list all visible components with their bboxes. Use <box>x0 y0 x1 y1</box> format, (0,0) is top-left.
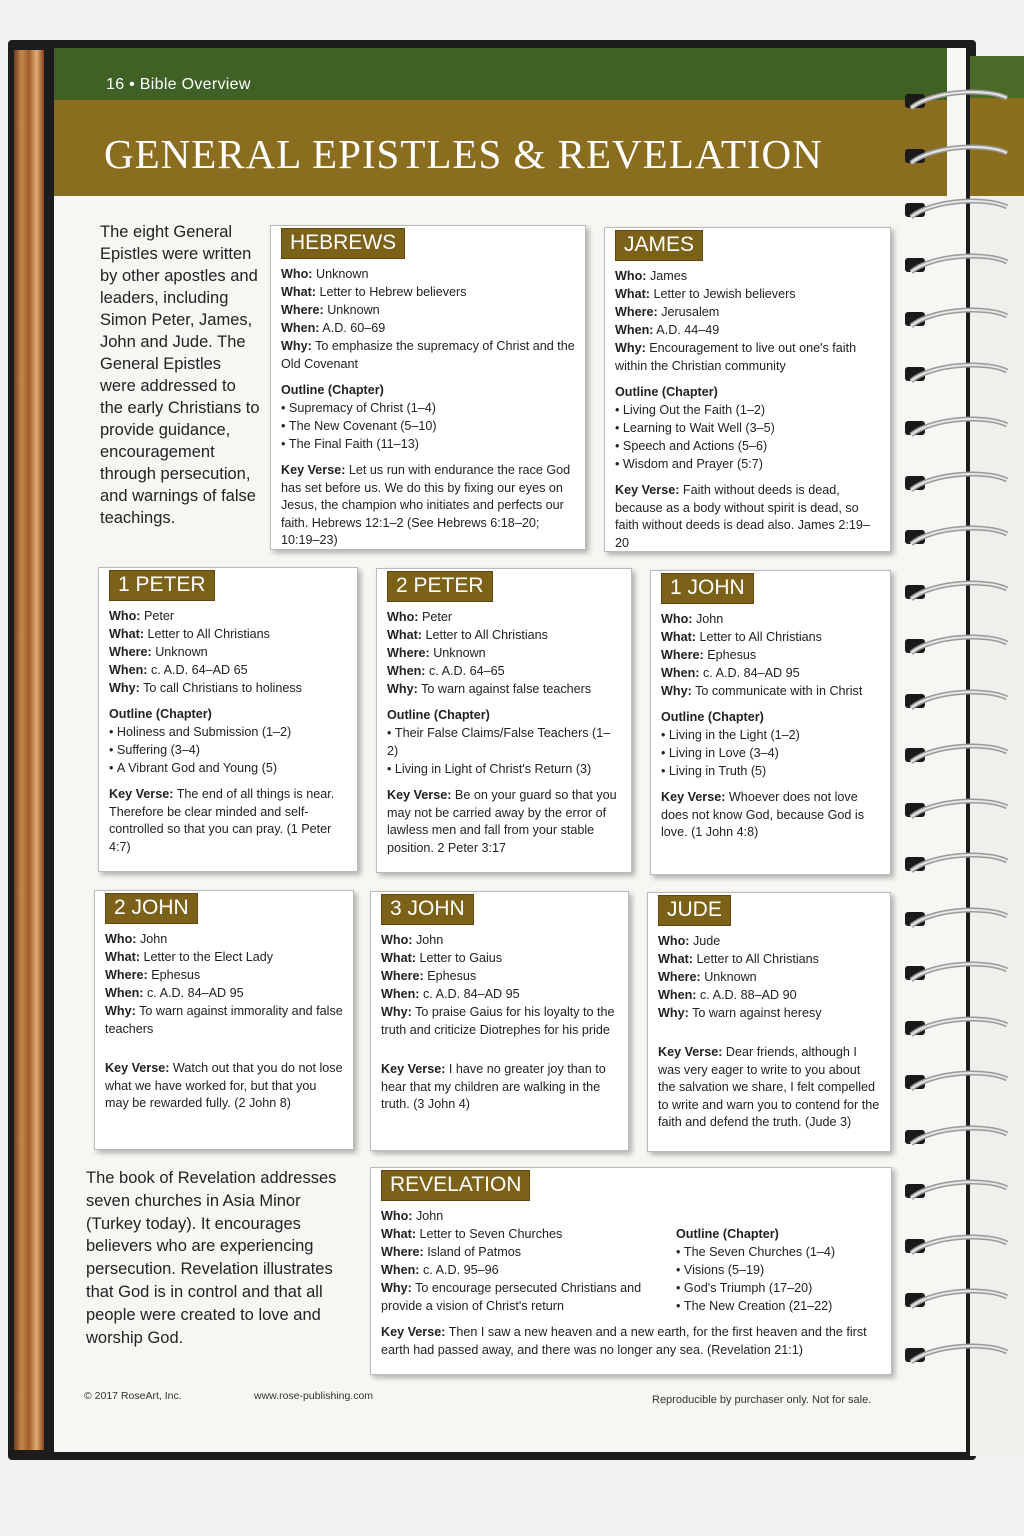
key-verse <box>381 1324 881 1359</box>
field-value: Unknown <box>155 645 208 659</box>
field-label: When: <box>661 666 700 680</box>
running-header: 16 • Bible Overview <box>106 76 251 93</box>
card-outline <box>661 708 880 780</box>
card-outline <box>615 383 880 473</box>
outline-item: • Speech and Actions (5–6) <box>615 437 880 455</box>
field-value: Letter to Gaius <box>419 951 503 965</box>
card-outline <box>676 1225 835 1315</box>
footer-copyright: © 2017 RoseArt, Inc. <box>84 1390 182 1402</box>
field-who <box>658 932 880 950</box>
key-verse-label: Key Verse: <box>109 787 174 801</box>
field-who <box>661 610 880 628</box>
field-value: Letter to Hebrew believers <box>319 285 467 299</box>
field-value: To encourage persecuted Christians and provide a vision of Christ's return <box>381 1281 642 1313</box>
key-verse-text: The end of all things is near. Therefore be clear minded and self-controlled so that you can pray. (1 Peter 4:7) <box>109 787 335 854</box>
field-value: Unknown <box>433 646 486 660</box>
field-value: Peter <box>421 610 453 624</box>
spiral-coil <box>903 415 1013 441</box>
field-value: c. A.D. 84–AD 95 <box>702 666 800 680</box>
key-verse-text: Watch out that you do not lose what we have worked for, but that you may be rewarded fully. (2 John 8) <box>105 1061 343 1110</box>
outline-item: • The Final Faith (11–13) <box>281 435 575 453</box>
field-label: What: <box>658 952 693 966</box>
key-verse-label: Key Verse: <box>387 788 452 802</box>
outline-item: • Their False Claims/False Teachers (1–2) <box>387 724 621 760</box>
book-card-john1 <box>650 570 891 875</box>
field-label: Why: <box>658 1006 689 1020</box>
book-title: 2 PETER <box>387 571 493 602</box>
outline-item: • Learning to Wait Well (3–5) <box>615 419 880 437</box>
book-card-peter1 <box>98 567 358 872</box>
book-title: 3 JOHN <box>381 894 474 925</box>
field-value: To call Christians to holiness <box>143 681 302 695</box>
field-when <box>661 664 880 682</box>
key-verse-label: Key Verse: <box>281 463 346 477</box>
key-verse-label: Key Verse: <box>658 1045 723 1059</box>
field-label: Who: <box>105 932 137 946</box>
field-value: Ephesus <box>427 969 477 983</box>
outline-heading: Outline (Chapter) <box>676 1227 779 1241</box>
field-label: Who: <box>381 933 413 947</box>
field-value: Letter to All Christians <box>425 628 548 642</box>
outline-heading: Outline (Chapter) <box>281 383 384 397</box>
field-when <box>281 319 575 337</box>
field-why <box>109 679 347 697</box>
spiral-coil <box>903 88 1013 114</box>
field-what <box>658 950 880 968</box>
outline-item: • Living in the Light (1–2) <box>661 726 880 744</box>
field-who <box>381 1207 666 1225</box>
outline-list <box>387 724 621 778</box>
field-where <box>105 966 343 984</box>
outline-item: • God's Triumph (17–20) <box>676 1279 835 1297</box>
spiral-coil <box>903 1124 1013 1150</box>
field-label: Why: <box>661 684 692 698</box>
field-where <box>381 967 618 985</box>
field-label: Where: <box>387 646 430 660</box>
spiral-coil <box>903 306 1013 332</box>
field-when <box>381 985 618 1003</box>
outline-list <box>109 723 347 777</box>
outline-list <box>615 401 880 473</box>
outline-item: • Living in Truth (5) <box>661 762 880 780</box>
outline-item: • Living in Light of Christ's Return (3) <box>387 760 621 778</box>
key-verse <box>105 1060 343 1113</box>
field-label: Who: <box>615 269 647 283</box>
outline-heading: Outline (Chapter) <box>615 385 718 399</box>
field-label: Who: <box>109 609 141 623</box>
field-value: Island of Patmos <box>427 1245 521 1259</box>
spiral-coil <box>903 797 1013 823</box>
field-when <box>381 1261 666 1279</box>
spiral-coil <box>903 197 1013 223</box>
key-verse <box>387 787 621 857</box>
field-when <box>615 321 880 339</box>
field-value: John <box>415 933 444 947</box>
key-verse-text: Whoever does not love does not know God, because God is love. (1 John 4:8) <box>661 790 865 839</box>
field-label: When: <box>105 986 144 1000</box>
field-value: John <box>695 612 724 626</box>
card-facts <box>281 265 575 373</box>
field-when <box>387 662 621 680</box>
field-label: What: <box>381 1227 416 1241</box>
field-value: Letter to All Christians <box>699 630 822 644</box>
card-outline <box>281 381 575 453</box>
spiral-coil <box>903 579 1013 605</box>
field-label: Who: <box>658 934 690 948</box>
field-what <box>281 283 575 301</box>
field-why <box>281 337 575 373</box>
spiral-coil <box>903 252 1013 278</box>
key-verse-text: Be on your guard so that you may not be carried away by the error of lawless men and fall from your stable position. 2 Peter 3:17 <box>387 788 617 855</box>
footer-website: www.rose-publishing.com <box>254 1390 374 1402</box>
card-facts <box>661 610 880 700</box>
spiral-coil <box>903 470 1013 496</box>
field-label: When: <box>387 664 426 678</box>
field-label: Who: <box>661 612 693 626</box>
book-card-james <box>604 227 891 552</box>
field-label: Why: <box>615 341 646 355</box>
book-card-john2 <box>94 890 354 1150</box>
spiral-coil <box>903 1069 1013 1095</box>
field-what <box>387 626 621 644</box>
spiral-coil <box>903 1342 1013 1368</box>
outline-list <box>661 726 880 780</box>
field-value: To warn against heresy <box>692 1006 822 1020</box>
field-value: Encouragement to live out one's faith within the Christian community <box>615 341 857 373</box>
field-why <box>105 1002 343 1038</box>
key-verse-label: Key Verse: <box>381 1062 446 1076</box>
book-title: REVELATION <box>381 1170 530 1201</box>
field-why <box>381 1003 618 1039</box>
field-value: c. A.D. 84–AD 95 <box>146 986 244 1000</box>
field-value: Letter to Seven Churches <box>419 1227 563 1241</box>
outline-list <box>281 399 575 453</box>
card-facts <box>109 607 347 697</box>
field-label: Why: <box>381 1281 412 1295</box>
key-verse <box>281 462 575 550</box>
field-label: When: <box>381 1263 420 1277</box>
field-who <box>105 930 343 948</box>
book-card-revelation <box>370 1167 892 1375</box>
key-verse-text: Let us run with endurance the race God has set before us. We do this by fixing our eyes on Jesus, the champion who initiates and perfects our faith. Hebrews 12:1–2 (See Hebrews 6:18–20; 10:19–23) <box>281 463 571 547</box>
intro-revelation: The book of Revelation addresses seven churches in Asia Minor (Turkey today). It encourages believers who are experiencing persecution. Revelation illustrates that God is in control and that all people were created to love and worship God. <box>86 1169 337 1347</box>
key-verse-text: Then I saw a new heaven and a new earth, for the first heaven and the first earth had passed away, and there was no longer any sea. (Revelation 21:1) <box>381 1325 867 1357</box>
field-value: John <box>139 932 168 946</box>
field-value: Ephesus <box>707 648 757 662</box>
field-label: What: <box>109 627 144 641</box>
book-title: 1 JOHN <box>661 573 754 604</box>
field-label: When: <box>281 321 320 335</box>
field-label: Why: <box>281 339 312 353</box>
field-where <box>281 301 575 319</box>
spiral-coil <box>903 906 1013 932</box>
book-card-peter2 <box>376 568 632 873</box>
field-value: Letter to All Christians <box>147 627 270 641</box>
field-label: Why: <box>387 682 418 696</box>
book-card-hebrews <box>270 225 586 550</box>
field-value: Letter to Jewish believers <box>653 287 796 301</box>
card-facts <box>658 932 880 1022</box>
field-value: To communicate with in Christ <box>695 684 863 698</box>
key-verse-label: Key Verse: <box>105 1061 170 1075</box>
outline-item: • Living Out the Faith (1–2) <box>615 401 880 419</box>
key-verse <box>615 482 880 552</box>
outline-item: • Supremacy of Christ (1–4) <box>281 399 575 417</box>
book-title: HEBREWS <box>281 228 405 259</box>
key-verse-label: Key Verse: <box>615 483 680 497</box>
outline-heading: Outline (Chapter) <box>387 708 490 722</box>
field-where <box>387 644 621 662</box>
field-what <box>105 948 343 966</box>
field-label: When: <box>615 323 654 337</box>
key-verse-text: Faith without deeds is dead, because as a body without spirit is dead, so faith without deeds is dead also. James 2:19–20 <box>615 483 870 550</box>
field-value: A.D. 60–69 <box>322 321 386 335</box>
field-label: What: <box>661 630 696 644</box>
outline-heading: Outline (Chapter) <box>109 707 212 721</box>
field-label: Who: <box>281 267 313 281</box>
field-where <box>661 646 880 664</box>
field-value: Unknown <box>327 303 380 317</box>
field-value: To emphasize the supremacy of Christ and the Old Covenant <box>281 339 575 371</box>
spiral-coil <box>903 1178 1013 1204</box>
card-facts <box>615 267 880 375</box>
field-where <box>658 968 880 986</box>
spiral-coil <box>903 633 1013 659</box>
spiral-coil <box>903 1015 1013 1041</box>
field-who <box>381 931 618 949</box>
field-label: When: <box>381 987 420 1001</box>
field-value: c. A.D. 64–AD 65 <box>150 663 248 677</box>
field-label: What: <box>387 628 422 642</box>
field-value: Letter to All Christians <box>696 952 819 966</box>
field-label: Why: <box>109 681 140 695</box>
field-why <box>658 1004 880 1022</box>
outline-item: • Wisdom and Prayer (5:7) <box>615 455 880 473</box>
field-value: Ephesus <box>151 968 201 982</box>
field-when <box>105 984 343 1002</box>
book-card-jude <box>647 892 891 1152</box>
spiral-coil <box>903 524 1013 550</box>
outline-item: • The New Covenant (5–10) <box>281 417 575 435</box>
book-title: 2 JOHN <box>105 893 198 924</box>
field-value: A.D. 44–49 <box>656 323 720 337</box>
intro-epistles: The eight General Epistles were written by other apostles and leaders, including Simon Peter, James, John and Jude. The General Epistles were addressed to the early Christians to provide guidance, encouragement through persecution, and warnings of false teachings. <box>100 223 260 527</box>
field-label: Where: <box>381 1245 424 1259</box>
field-where <box>615 303 880 321</box>
field-value: Peter <box>143 609 175 623</box>
card-body <box>381 1201 881 1315</box>
page-title: GENERAL EPISTLES & REVELATION <box>104 131 823 177</box>
outline-item: • The Seven Churches (1–4) <box>676 1243 835 1261</box>
spiral-coil <box>903 1287 1013 1313</box>
field-label: When: <box>109 663 148 677</box>
field-who <box>281 265 575 283</box>
card-facts <box>387 608 621 698</box>
field-label: What: <box>105 950 140 964</box>
field-what <box>109 625 347 643</box>
field-label: Where: <box>615 305 658 319</box>
outline-item: • Visions (5–19) <box>676 1261 835 1279</box>
outline-item: • Holiness and Submission (1–2) <box>109 723 347 741</box>
field-value: c. A.D. 95–96 <box>422 1263 499 1277</box>
spiral-coil <box>903 742 1013 768</box>
card-facts <box>105 930 343 1038</box>
key-verse-label: Key Verse: <box>661 790 726 804</box>
field-value: Unknown <box>315 267 369 281</box>
field-who <box>615 267 880 285</box>
field-label: What: <box>381 951 416 965</box>
field-value: c. A.D. 84–AD 95 <box>422 987 520 1001</box>
field-where <box>109 643 347 661</box>
book-title: JAMES <box>615 230 703 261</box>
card-facts <box>381 1207 666 1315</box>
book-title: JUDE <box>658 895 731 926</box>
spiral-coil <box>903 1233 1013 1259</box>
field-value: John <box>415 1209 444 1223</box>
footer-notice: Reproducible by purchaser only. Not for sale. <box>652 1394 872 1406</box>
field-what <box>381 949 618 967</box>
field-value: Jerusalem <box>661 305 720 319</box>
book-title: 1 PETER <box>109 570 215 601</box>
outline-item: • A Vibrant God and Young (5) <box>109 759 347 777</box>
field-label: Where: <box>281 303 324 317</box>
field-value: To praise Gaius for his loyalty to the truth and criticize Diotrephes for his pride <box>381 1005 615 1037</box>
field-label: What: <box>281 285 316 299</box>
spiral-coil <box>903 143 1013 169</box>
card-facts <box>381 931 618 1039</box>
field-who <box>387 608 621 626</box>
key-verse <box>658 1044 880 1132</box>
field-what <box>661 628 880 646</box>
field-label: When: <box>658 988 697 1002</box>
outline-list <box>676 1243 835 1315</box>
field-value: To warn against false teachers <box>421 682 592 696</box>
outline-item: • Living in Love (3–4) <box>661 744 880 762</box>
field-what <box>381 1225 666 1243</box>
page-edge-stack <box>14 50 44 1450</box>
field-label: Who: <box>387 610 419 624</box>
field-when <box>658 986 880 1004</box>
outline-item: • The New Creation (21–22) <box>676 1297 835 1315</box>
outline-heading: Outline (Chapter) <box>661 710 764 724</box>
field-what <box>615 285 880 303</box>
field-label: Where: <box>105 968 148 982</box>
key-verse <box>661 789 880 842</box>
key-verse-label: Key Verse: <box>381 1325 446 1339</box>
field-value: Jude <box>692 934 721 948</box>
key-verse-text: Dear friends, although I was very eager to write to you about the salvation we share, I felt compelled to write and warn you to contend for the faith and defend the truth. (Jude 3) <box>658 1045 880 1129</box>
field-why <box>387 680 621 698</box>
field-value: Letter to the Elect Lady <box>143 950 274 964</box>
spiral-coil <box>903 688 1013 714</box>
spiral-coil <box>903 851 1013 877</box>
field-why <box>661 682 880 700</box>
key-verse <box>109 786 347 856</box>
outline-item: • Suffering (3–4) <box>109 741 347 759</box>
spiral-coil <box>903 960 1013 986</box>
book-card-john3 <box>370 891 629 1151</box>
field-value: James <box>649 269 688 283</box>
field-why <box>615 339 880 375</box>
card-outline <box>109 705 347 777</box>
field-label: Why: <box>105 1004 136 1018</box>
field-where <box>381 1243 666 1261</box>
card-outline <box>387 706 621 778</box>
field-label: What: <box>615 287 650 301</box>
field-label: Where: <box>381 969 424 983</box>
field-label: Where: <box>658 970 701 984</box>
field-who <box>109 607 347 625</box>
key-verse <box>381 1061 618 1114</box>
spiral-coil <box>903 361 1013 387</box>
field-label: Why: <box>381 1005 412 1019</box>
field-value: To warn against immorality and false teachers <box>105 1004 343 1036</box>
field-why <box>381 1279 666 1315</box>
field-label: Who: <box>381 1209 413 1223</box>
key-verse-text: I have no greater joy than to hear that my children are walking in the truth. (3 John 4) <box>381 1062 606 1111</box>
field-label: Where: <box>109 645 152 659</box>
field-when <box>109 661 347 679</box>
field-value: c. A.D. 64–65 <box>428 664 505 678</box>
field-value: c. A.D. 88–AD 90 <box>699 988 797 1002</box>
field-value: Unknown <box>704 970 757 984</box>
field-label: Where: <box>661 648 704 662</box>
